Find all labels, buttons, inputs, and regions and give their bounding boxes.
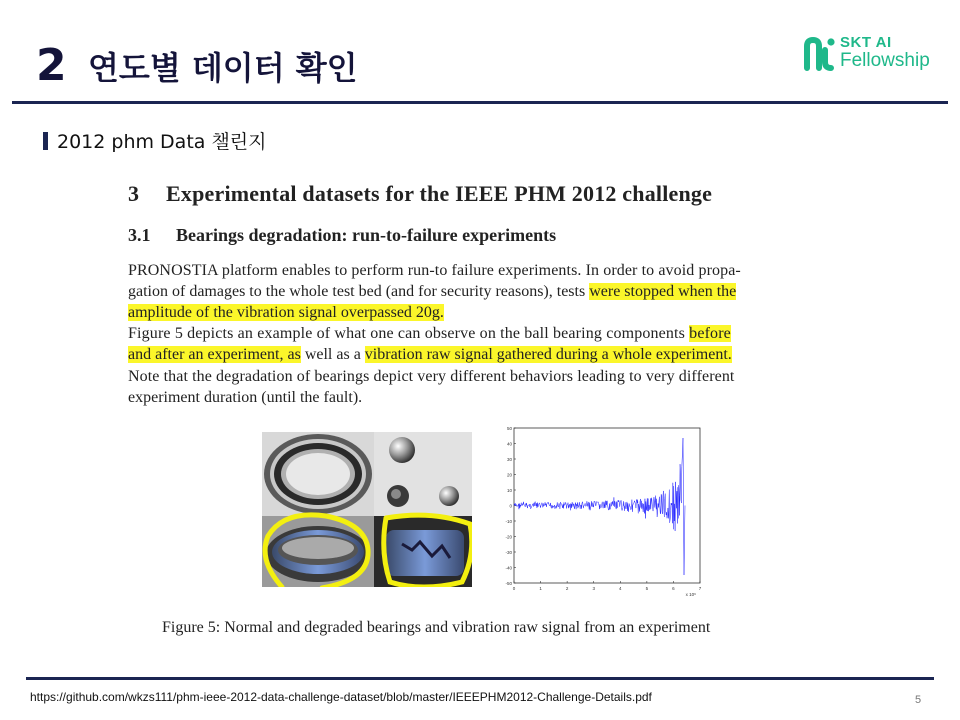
subsection-title: 2012 phm Data 챌린지 xyxy=(57,131,267,153)
x-tick-label: 5 xyxy=(645,586,649,591)
paper-line xyxy=(128,302,444,323)
highlighted-text: and after an experiment, as xyxy=(128,346,301,363)
paper-line: PRONOSTIA platform enables to perform run-to failure experiments. In order to avoid propa- xyxy=(128,262,741,279)
paper-heading-text: Experimental datasets for the IEEE PHM 2012 challenge xyxy=(166,181,713,206)
highlighted-text: were stopped when the xyxy=(589,283,737,300)
highlighted-text: before xyxy=(689,325,731,342)
x-tick-label: 2 xyxy=(565,586,569,591)
y-tick-label: 0 xyxy=(509,503,512,509)
paper-line xyxy=(128,281,736,302)
y-tick-label: -40 xyxy=(505,565,512,571)
x-tick-label: 1 xyxy=(539,586,542,591)
x-tick-label: 3 xyxy=(592,586,595,591)
figure-caption: Figure 5: Normal and degraded bearings and vibration raw signal from an experiment xyxy=(162,619,711,636)
paper-line: Note that the degradation of bearings depict very different behaviors leading to very different xyxy=(128,368,735,385)
bearings-photo xyxy=(262,432,472,587)
y-tick-label: -20 xyxy=(505,534,512,540)
sktai-fellowship-logo xyxy=(804,34,944,74)
paper-subheading-number: 3.1 xyxy=(128,225,151,245)
paper-subheading-text: Bearings degradation: run-to-failure experiments xyxy=(176,225,557,245)
y-tick-label: 40 xyxy=(506,441,512,447)
logo-text-top: SKT AI xyxy=(840,34,892,51)
y-tick-label: -50 xyxy=(505,581,512,586)
y-tick-label: 50 xyxy=(506,426,512,431)
header-divider xyxy=(12,101,948,104)
paper-line: experiment duration (until the fault). xyxy=(128,389,363,406)
highlighted-text: vibration raw signal gathered during a whole experiment. xyxy=(364,346,732,363)
footer-divider xyxy=(26,677,934,680)
paper-text: gation of damages to the whole test bed (and for security reasons), tests xyxy=(128,283,590,300)
paper-heading xyxy=(128,181,712,207)
y-tick-label: 20 xyxy=(506,472,512,478)
y-tick-label: 30 xyxy=(506,457,512,462)
x-tick-label: 4 xyxy=(619,586,622,591)
highlighted-text: amplitude of the vibration signal overpassed 20g. xyxy=(128,304,444,321)
y-tick-label: 10 xyxy=(506,488,512,493)
page-number: 5 xyxy=(915,694,922,706)
y-tick-label: -10 xyxy=(505,519,512,524)
vibration-signal-plot xyxy=(500,425,710,597)
x-tick-label: 0 xyxy=(512,586,516,591)
paper-text: Figure 5 depicts an example of what one can observe on the ball bearing components xyxy=(128,325,690,342)
x-axis-exponent: x 10⁶ xyxy=(685,592,696,597)
x-tick-label: 7 xyxy=(698,586,702,591)
paper-heading-number: 3 xyxy=(128,181,140,206)
logo-mark-icon xyxy=(804,36,838,72)
subsection-marker xyxy=(43,132,48,150)
section-number: 2 xyxy=(36,40,67,91)
section-title: 연도별 데이터 확인 xyxy=(88,49,358,87)
logo-text-bottom: Fellowship xyxy=(840,50,930,71)
x-tick-label: 6 xyxy=(672,586,675,591)
paper-text: well as a xyxy=(300,346,365,363)
paper-subheading xyxy=(128,225,556,246)
paper-line xyxy=(128,323,731,344)
source-link[interactable]: https://github.com/wkzs111/phm-ieee-2012-data-challenge-dataset/blob/master/IEEEPHM2012-Challenge-Details.pdf xyxy=(30,690,652,704)
paper-line xyxy=(128,344,732,365)
y-tick-label: -30 xyxy=(505,550,512,555)
